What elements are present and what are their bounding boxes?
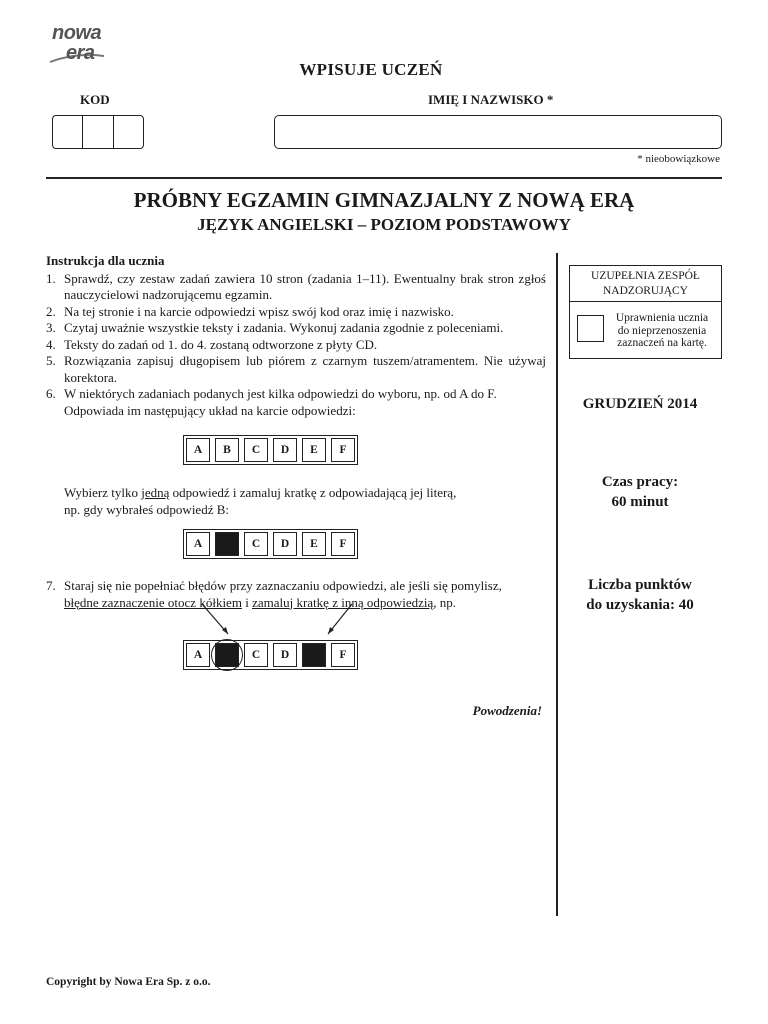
work-time-value: 60 minut: [611, 494, 669, 510]
dyslexia-checkbox[interactable]: [577, 315, 604, 342]
instruction-item: [46, 271, 546, 304]
answer-cell-c: C: [244, 438, 268, 462]
answer-cell-b-circled: [215, 643, 239, 667]
work-time-label: Czas pracy:: [601, 474, 679, 490]
supervisors-note-line1: Uprawnienia ucznia: [615, 312, 709, 324]
points-value: do uzyskania: 40: [586, 597, 694, 613]
answer-cell-f: F: [331, 438, 355, 462]
answer-cell-c: C: [244, 532, 268, 556]
answer-cell-c: C: [244, 643, 268, 667]
choose-one-text: [64, 485, 544, 518]
supervisors-header-line2: NADZORUJĄCY: [603, 285, 688, 297]
instruction-item: [46, 386, 546, 419]
name-label: IMIĘ I NAZWISKO *: [428, 92, 554, 107]
student-fill-heading: WPISUJE UCZEŃ: [299, 60, 443, 79]
item-number: 3.: [46, 320, 56, 335]
instruction-item: [46, 320, 546, 337]
supervisors-box: [569, 265, 722, 359]
choose-text-part: Wybierz tylko: [64, 485, 142, 500]
answer-row-example: [186, 438, 360, 462]
item-text: Rozwiązania zapisuj długopisem lub piórem z czarnym tuszem/atramentem. Nie używaj korektora.: [64, 353, 546, 385]
answer-cell-e-filled: [302, 643, 326, 667]
answer-cell-d: D: [273, 532, 297, 556]
exam-date: GRUDZIEŃ 2014: [582, 396, 698, 412]
good-luck-text: Powodzenia!: [472, 703, 542, 718]
supervisors-note-line2: do nieprzenoszenia: [617, 324, 707, 337]
work-time: [558, 472, 722, 512]
code-cell[interactable]: [53, 116, 83, 148]
item-text: Czytaj uważnie wszystkie teksty i zadania. Wykonuj zadania zgodnie z poleceniami.: [64, 320, 504, 335]
item-number: 4.: [46, 336, 56, 352]
answer-cell-b: B: [215, 438, 239, 462]
code-cell[interactable]: [114, 116, 143, 148]
instructions-heading: Instrukcja dla ucznia: [46, 253, 165, 268]
supervisors-note-line3: zaznaczeń na kartę.: [617, 337, 707, 349]
answer-cell-a: A: [186, 643, 210, 667]
optional-note: * nieobowiązkowe: [637, 153, 720, 165]
item-text: Na tej stronie i na karcie odpowiedzi wpisz swój kod oraz imię i nazwisko.: [64, 303, 454, 319]
item-number: 5.: [46, 353, 56, 368]
code-cell[interactable]: [83, 116, 113, 148]
answer-row-correction-example: [186, 643, 360, 667]
logo-text-nowa: nowa: [52, 22, 102, 44]
correction-arrows-icon: [180, 600, 380, 645]
item-number: 1.: [46, 270, 56, 286]
item-text: Sprawdź, czy zestaw zadań zawiera 10 stron (zadania 1–11). Ewentualny brak stron zgłoś nauczycielowi nadzorującemu egzamin.: [64, 270, 546, 302]
item7-underlined-fill: zamaluj kratkę z inną odpowiedzią: [252, 594, 434, 610]
item-number: 6.: [46, 386, 56, 401]
supervisors-header-line1: UZUPEŁNIA ZESPÓŁ: [591, 270, 700, 282]
item-number: 2.: [46, 303, 56, 319]
supervisors-note: [606, 312, 718, 350]
answer-cell-a: A: [186, 532, 210, 556]
item7-end: , np.: [433, 594, 457, 610]
code-label: KOD: [80, 92, 110, 107]
instruction-item: [46, 337, 546, 354]
choose-text-line2: np. gdy wybrałeś odpowiedź B:: [64, 501, 230, 517]
choose-text-underlined: jedną: [141, 485, 170, 500]
answer-cell-a: A: [186, 438, 210, 462]
code-field[interactable]: [52, 115, 144, 149]
item-number: 7.: [46, 578, 56, 593]
item-text: Teksty do zadań od 1. do 4. zostaną odtworzone z płyty CD.: [64, 336, 378, 352]
answer-cell-f: F: [331, 643, 355, 667]
answer-cell-b-filled: [215, 532, 239, 556]
supervisors-header: [570, 266, 721, 302]
exam-subtitle: JĘZYK ANGIELSKI – POZIOM PODSTAWOWY: [197, 215, 571, 234]
item7-underlined-circle: błędne zaznaczenie otocz kółkiem: [64, 594, 242, 610]
answer-cell-d: D: [273, 643, 297, 667]
item7-line1: Staraj się nie popełniać błędów przy zaznaczaniu odpowiedzi, ale jeśli się pomylisz,: [64, 578, 502, 593]
item-text: W niektórych zadaniach podanych jest kilka odpowiedzi do wyboru, np. od A do F. Odpowiada im następujący układ na karcie odpowiedzi:: [64, 386, 497, 418]
item7-mid: i: [241, 594, 253, 610]
logo-text-era: era: [66, 42, 95, 64]
instruction-item: [46, 304, 546, 321]
answer-row-selected-example: [186, 532, 360, 556]
correction-circle-icon: [211, 639, 243, 671]
name-field[interactable]: [274, 115, 722, 149]
exam-title: PRÓBNY EGZAMIN GIMNAZJALNY Z NOWĄ ERĄ: [133, 188, 635, 212]
answer-cell-d: D: [273, 438, 297, 462]
answer-cell-f: F: [331, 532, 355, 556]
points-label: Liczba punktów: [588, 577, 692, 593]
instruction-item: [46, 353, 546, 386]
answer-cell-e: E: [302, 532, 326, 556]
answer-cell-e: E: [302, 438, 326, 462]
divider: [46, 177, 722, 179]
instructions: [46, 253, 546, 419]
points-total: [558, 575, 722, 615]
choose-text-part: odpowiedź i zamaluj kratkę z odpowiadającą jej literą,: [169, 485, 457, 500]
copyright: Copyright by Nowa Era Sp. z o.o.: [46, 976, 211, 988]
